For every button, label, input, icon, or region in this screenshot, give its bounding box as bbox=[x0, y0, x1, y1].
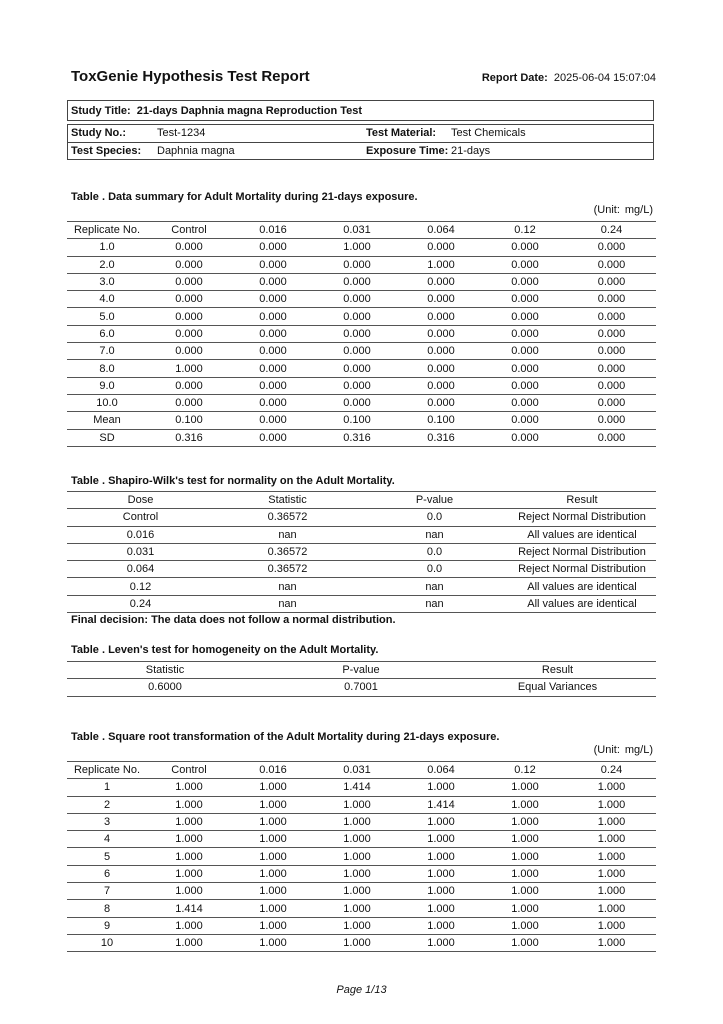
table-cell: 1.000 bbox=[147, 831, 231, 848]
table-cell: 1.000 bbox=[147, 796, 231, 813]
table-row bbox=[67, 256, 656, 273]
table-cell: 1.000 bbox=[399, 865, 483, 882]
table-cell: 1.000 bbox=[315, 934, 399, 951]
table-cell: 1.000 bbox=[483, 900, 567, 917]
table-row bbox=[67, 509, 656, 526]
table-cell: 10.0 bbox=[67, 394, 147, 411]
table-cell: 1.000 bbox=[567, 865, 656, 882]
table-cell: 1.000 bbox=[147, 934, 231, 951]
table-row bbox=[67, 796, 656, 813]
study-title-label: Study Title: bbox=[71, 105, 131, 117]
table-cell: 0.000 bbox=[567, 377, 656, 394]
table-cell: 0.000 bbox=[567, 360, 656, 377]
table-cell: 0.000 bbox=[483, 394, 567, 411]
table-cell: 0.000 bbox=[231, 239, 315, 256]
table-cell: 0.000 bbox=[147, 377, 231, 394]
table-cell: 0.000 bbox=[315, 360, 399, 377]
table-row bbox=[67, 917, 656, 934]
study-title-box bbox=[67, 100, 654, 121]
table-cell: All values are identical bbox=[508, 595, 656, 612]
table-cell: 1.000 bbox=[483, 917, 567, 934]
table-cell: 0.000 bbox=[567, 325, 656, 342]
table-header-row bbox=[67, 662, 656, 679]
table-cell: 0.000 bbox=[483, 256, 567, 273]
table-cell: 1.000 bbox=[483, 796, 567, 813]
table-cell: All values are identical bbox=[508, 578, 656, 595]
table-cell: 1.000 bbox=[399, 779, 483, 796]
report-date-value: 2025-06-04 15:07:04 bbox=[553, 72, 656, 84]
table-row bbox=[67, 779, 656, 796]
table-cell: 0.000 bbox=[399, 377, 483, 394]
table-row bbox=[67, 273, 656, 290]
table-cell: 0.000 bbox=[483, 325, 567, 342]
table-cell: 1.000 bbox=[483, 865, 567, 882]
table-row bbox=[67, 934, 656, 951]
table-cell: 0.100 bbox=[399, 412, 483, 429]
table-cell: 1.000 bbox=[231, 883, 315, 900]
table-cell: 0.000 bbox=[315, 394, 399, 411]
summary-table bbox=[67, 221, 656, 447]
table-cell: 0.000 bbox=[231, 343, 315, 360]
table-header-row bbox=[67, 222, 656, 239]
study-no-label: Study No.: bbox=[71, 127, 126, 139]
report-date-label: Report Date: bbox=[481, 72, 548, 84]
table-cell: 0.016 bbox=[67, 526, 214, 543]
column-header: Control bbox=[147, 762, 231, 779]
table-cell: 1.000 bbox=[147, 848, 231, 865]
table-cell: 1.000 bbox=[315, 239, 399, 256]
table-cell: 0.000 bbox=[483, 239, 567, 256]
table-cell: 0.36572 bbox=[214, 561, 361, 578]
table-cell: 1.000 bbox=[231, 917, 315, 934]
table-cell: 1.000 bbox=[399, 883, 483, 900]
column-header: Control bbox=[147, 222, 231, 239]
table-row bbox=[67, 377, 656, 394]
table-row bbox=[67, 429, 656, 446]
table-cell: 0.031 bbox=[67, 543, 214, 560]
page-number: Page 1/13 bbox=[336, 984, 387, 996]
sqrt-table bbox=[67, 761, 656, 952]
table-cell: 0.000 bbox=[483, 291, 567, 308]
levene-table-caption: Table . Leven's test for homogeneity on the Adult Mortality. bbox=[71, 644, 379, 656]
column-header: 0.016 bbox=[231, 222, 315, 239]
table-row bbox=[67, 883, 656, 900]
table-cell: Mean bbox=[67, 412, 147, 429]
column-header: 0.064 bbox=[399, 762, 483, 779]
table-cell: 1.000 bbox=[483, 848, 567, 865]
table-cell: 1.000 bbox=[147, 360, 231, 377]
table-cell: 1.000 bbox=[567, 831, 656, 848]
table-cell: 0.000 bbox=[231, 394, 315, 411]
study-info-box bbox=[67, 124, 654, 160]
table-row bbox=[67, 831, 656, 848]
column-header: Result bbox=[459, 662, 656, 679]
table-cell: 1.000 bbox=[567, 796, 656, 813]
test-material-value: Test Chemicals bbox=[451, 127, 526, 139]
table-cell: 0.36572 bbox=[214, 509, 361, 526]
table-cell: 1.000 bbox=[399, 256, 483, 273]
table-cell: 1.000 bbox=[231, 900, 315, 917]
table-cell: 0.000 bbox=[483, 308, 567, 325]
table-cell: 8 bbox=[67, 900, 147, 917]
table-cell: nan bbox=[361, 578, 508, 595]
column-header: P-value bbox=[263, 662, 459, 679]
table-cell: 0.000 bbox=[231, 360, 315, 377]
column-header: 0.031 bbox=[315, 762, 399, 779]
table-cell: 1.000 bbox=[147, 779, 231, 796]
sqrt-unit bbox=[594, 744, 653, 756]
table-cell: 1.000 bbox=[483, 883, 567, 900]
table-cell: 0.000 bbox=[147, 256, 231, 273]
table-cell: 0.000 bbox=[231, 412, 315, 429]
table-row bbox=[67, 239, 656, 256]
table-cell: 1.000 bbox=[567, 900, 656, 917]
table-cell: 0.000 bbox=[315, 325, 399, 342]
table-cell: 0.000 bbox=[483, 412, 567, 429]
test-species-label: Test Species: bbox=[71, 145, 142, 157]
table-cell: 0.000 bbox=[231, 291, 315, 308]
table-row bbox=[67, 360, 656, 377]
study-info-row bbox=[68, 125, 653, 142]
report-date bbox=[482, 72, 656, 84]
table-row bbox=[67, 865, 656, 882]
table-row bbox=[67, 394, 656, 411]
column-header: 0.24 bbox=[567, 762, 656, 779]
table-cell: 0.000 bbox=[567, 429, 656, 446]
column-header: 0.12 bbox=[483, 762, 567, 779]
table-cell: 0.000 bbox=[399, 343, 483, 360]
table-cell: 0.316 bbox=[399, 429, 483, 446]
column-header: 0.016 bbox=[231, 762, 315, 779]
table-row bbox=[67, 848, 656, 865]
table-cell: 0.000 bbox=[483, 343, 567, 360]
table-row bbox=[67, 561, 656, 578]
table-cell: 0.000 bbox=[483, 429, 567, 446]
table-cell: 0.000 bbox=[567, 308, 656, 325]
table-cell: 0.000 bbox=[567, 291, 656, 308]
summary-unit-value: mg/L) bbox=[624, 204, 653, 216]
sqrt-table-caption: Table . Square root transformation of the Adult Mortality during 21-days exposure. bbox=[71, 731, 500, 743]
table-cell: 0.000 bbox=[315, 291, 399, 308]
table-cell: 0.000 bbox=[483, 360, 567, 377]
table-cell: 4 bbox=[67, 831, 147, 848]
table-cell: 4.0 bbox=[67, 291, 147, 308]
table-cell: 1.000 bbox=[231, 865, 315, 882]
column-header: Replicate No. bbox=[67, 222, 147, 239]
table-cell: 0.0 bbox=[361, 509, 508, 526]
sqrt-unit-value: mg/L) bbox=[624, 744, 653, 756]
table-cell: 1.000 bbox=[147, 813, 231, 830]
column-header: Replicate No. bbox=[67, 762, 147, 779]
column-header: 0.064 bbox=[399, 222, 483, 239]
table-cell: 0.000 bbox=[147, 239, 231, 256]
table-cell: 1.000 bbox=[315, 883, 399, 900]
table-cell: 7.0 bbox=[67, 343, 147, 360]
table-cell: 0.000 bbox=[231, 256, 315, 273]
table-cell: Reject Normal Distribution bbox=[508, 543, 656, 560]
table-cell: SD bbox=[67, 429, 147, 446]
study-no-value: Test-1234 bbox=[157, 127, 206, 139]
table-cell: 1.000 bbox=[567, 934, 656, 951]
table-cell: 8.0 bbox=[67, 360, 147, 377]
table-cell: 3 bbox=[67, 813, 147, 830]
table-cell: 0.000 bbox=[399, 360, 483, 377]
table-cell: 1.000 bbox=[231, 934, 315, 951]
table-cell: 1.000 bbox=[315, 831, 399, 848]
test-material-label: Test Material: bbox=[366, 127, 437, 139]
column-header: Result bbox=[508, 492, 656, 509]
table-cell: nan bbox=[214, 526, 361, 543]
table-cell: 1.000 bbox=[399, 848, 483, 865]
table-cell: 0.000 bbox=[147, 308, 231, 325]
table-cell: 1.000 bbox=[567, 917, 656, 934]
table-cell: 0.000 bbox=[231, 273, 315, 290]
table-cell: 1.414 bbox=[399, 796, 483, 813]
table-cell: 5 bbox=[67, 848, 147, 865]
table-cell: 6.0 bbox=[67, 325, 147, 342]
table-cell: 6 bbox=[67, 865, 147, 882]
column-header: Statistic bbox=[214, 492, 361, 509]
column-header: 0.24 bbox=[567, 222, 656, 239]
table-cell: 1.000 bbox=[483, 934, 567, 951]
table-cell: 1.000 bbox=[231, 848, 315, 865]
table-cell: 0.0 bbox=[361, 543, 508, 560]
table-cell: 1.000 bbox=[231, 779, 315, 796]
shapiro-table bbox=[67, 491, 656, 613]
table-cell: 1.000 bbox=[567, 779, 656, 796]
table-cell: 1.000 bbox=[231, 796, 315, 813]
table-cell: 1.000 bbox=[399, 831, 483, 848]
table-cell: 0.100 bbox=[315, 412, 399, 429]
column-header: Statistic bbox=[67, 662, 263, 679]
table-row bbox=[67, 813, 656, 830]
table-cell: 0.316 bbox=[315, 429, 399, 446]
table-cell: 0.000 bbox=[315, 273, 399, 290]
table-header-row bbox=[67, 492, 656, 509]
table-cell: 0.0 bbox=[361, 561, 508, 578]
table-row bbox=[67, 343, 656, 360]
table-cell: 1.000 bbox=[231, 813, 315, 830]
table-row bbox=[67, 900, 656, 917]
table-cell: 1.000 bbox=[483, 779, 567, 796]
column-header: P-value bbox=[361, 492, 508, 509]
sqrt-unit-label: (Unit: bbox=[593, 744, 620, 756]
table-cell: 0.000 bbox=[567, 273, 656, 290]
table-cell: 0.000 bbox=[567, 343, 656, 360]
table-row bbox=[67, 595, 656, 612]
table-cell: 1.414 bbox=[315, 779, 399, 796]
shapiro-table-caption: Table . Shapiro-Wilk's test for normality on the Adult Mortality. bbox=[71, 475, 395, 487]
table-cell: 10 bbox=[67, 934, 147, 951]
table-cell: All values are identical bbox=[508, 526, 656, 543]
report-title: ToxGenie Hypothesis Test Report bbox=[71, 68, 310, 85]
table-cell: 1.000 bbox=[399, 934, 483, 951]
table-cell: 0.12 bbox=[67, 578, 214, 595]
table-cell: 0.000 bbox=[315, 308, 399, 325]
table-cell: 0.000 bbox=[399, 291, 483, 308]
table-row bbox=[67, 526, 656, 543]
levene-table bbox=[67, 661, 656, 697]
table-cell: 0.000 bbox=[567, 256, 656, 273]
table-row bbox=[67, 679, 656, 696]
table-row bbox=[67, 412, 656, 429]
table-cell: 0.6000 bbox=[67, 679, 263, 696]
table-cell: 1.000 bbox=[567, 848, 656, 865]
summary-unit bbox=[594, 204, 653, 216]
table-cell: 1.000 bbox=[315, 813, 399, 830]
table-cell: 0.24 bbox=[67, 595, 214, 612]
table-cell: 0.316 bbox=[147, 429, 231, 446]
table-row bbox=[67, 325, 656, 342]
table-cell: 0.100 bbox=[147, 412, 231, 429]
table-cell: Control bbox=[67, 509, 214, 526]
table-cell: 0.000 bbox=[315, 343, 399, 360]
table-cell: 0.000 bbox=[399, 239, 483, 256]
table-cell: 0.7001 bbox=[263, 679, 459, 696]
table-cell: 3.0 bbox=[67, 273, 147, 290]
table-cell: 1.000 bbox=[399, 917, 483, 934]
table-cell: 1.000 bbox=[147, 865, 231, 882]
table-cell: 0.000 bbox=[231, 377, 315, 394]
table-cell: 0.000 bbox=[315, 256, 399, 273]
table-cell: 0.000 bbox=[483, 377, 567, 394]
table-row bbox=[67, 578, 656, 595]
table-cell: 1.000 bbox=[399, 900, 483, 917]
summary-table-caption: Table . Data summary for Adult Mortality during 21-days exposure. bbox=[71, 191, 418, 203]
final-decision: Final decision: The data does not follow a normal distribution. bbox=[71, 614, 396, 626]
table-row bbox=[67, 543, 656, 560]
table-cell: Reject Normal Distribution bbox=[508, 509, 656, 526]
table-cell: nan bbox=[361, 526, 508, 543]
table-cell: 0.000 bbox=[147, 325, 231, 342]
column-header: Dose bbox=[67, 492, 214, 509]
test-species-value: Daphnia magna bbox=[157, 145, 235, 157]
table-cell: 0.000 bbox=[399, 325, 483, 342]
study-info-row bbox=[68, 142, 653, 160]
table-cell: 1.0 bbox=[67, 239, 147, 256]
table-cell: 0.000 bbox=[147, 273, 231, 290]
table-cell: nan bbox=[214, 578, 361, 595]
table-cell: 0.000 bbox=[315, 377, 399, 394]
table-cell: 9 bbox=[67, 917, 147, 934]
table-cell: 1.414 bbox=[147, 900, 231, 917]
table-cell: Equal Variances bbox=[459, 679, 656, 696]
table-cell: 1.000 bbox=[315, 917, 399, 934]
table-cell: 7 bbox=[67, 883, 147, 900]
table-cell: nan bbox=[361, 595, 508, 612]
table-cell: 1 bbox=[67, 779, 147, 796]
table-cell: 0.000 bbox=[231, 429, 315, 446]
table-cell: 0.000 bbox=[567, 394, 656, 411]
table-cell: 0.000 bbox=[147, 291, 231, 308]
table-cell: 1.000 bbox=[483, 813, 567, 830]
table-cell: 0.000 bbox=[399, 394, 483, 411]
table-cell: 0.000 bbox=[483, 273, 567, 290]
table-cell: Reject Normal Distribution bbox=[508, 561, 656, 578]
table-cell: 1.000 bbox=[315, 796, 399, 813]
table-row bbox=[67, 291, 656, 308]
table-cell: 0.000 bbox=[399, 273, 483, 290]
table-cell: 0.36572 bbox=[214, 543, 361, 560]
table-cell: 1.000 bbox=[147, 883, 231, 900]
study-title-value: 21-days Daphnia magna Reproduction Test bbox=[136, 105, 363, 117]
column-header: 0.031 bbox=[315, 222, 399, 239]
summary-unit-label: (Unit: bbox=[593, 204, 620, 216]
table-cell: nan bbox=[214, 595, 361, 612]
table-cell: 1.000 bbox=[231, 831, 315, 848]
exposure-time-value: 21-days bbox=[451, 145, 491, 157]
table-cell: 1.000 bbox=[147, 917, 231, 934]
table-cell: 0.000 bbox=[399, 308, 483, 325]
table-cell: 0.000 bbox=[231, 325, 315, 342]
table-cell: 1.000 bbox=[567, 813, 656, 830]
table-cell: 5.0 bbox=[67, 308, 147, 325]
column-header: 0.12 bbox=[483, 222, 567, 239]
table-row bbox=[67, 308, 656, 325]
table-cell: 1.000 bbox=[399, 813, 483, 830]
table-header-row bbox=[67, 762, 656, 779]
table-cell: 0.000 bbox=[567, 239, 656, 256]
table-cell: 9.0 bbox=[67, 377, 147, 394]
table-cell: 1.000 bbox=[315, 900, 399, 917]
table-cell: 1.000 bbox=[483, 831, 567, 848]
table-cell: 2.0 bbox=[67, 256, 147, 273]
table-cell: 1.000 bbox=[567, 883, 656, 900]
table-cell: 0.000 bbox=[147, 394, 231, 411]
table-cell: 1.000 bbox=[315, 848, 399, 865]
table-cell: 1.000 bbox=[315, 865, 399, 882]
table-cell: 0.000 bbox=[567, 412, 656, 429]
exposure-time-label: Exposure Time: bbox=[366, 145, 449, 157]
table-cell: 0.000 bbox=[231, 308, 315, 325]
table-cell: 2 bbox=[67, 796, 147, 813]
table-cell: 0.000 bbox=[147, 343, 231, 360]
table-cell: 0.064 bbox=[67, 561, 214, 578]
